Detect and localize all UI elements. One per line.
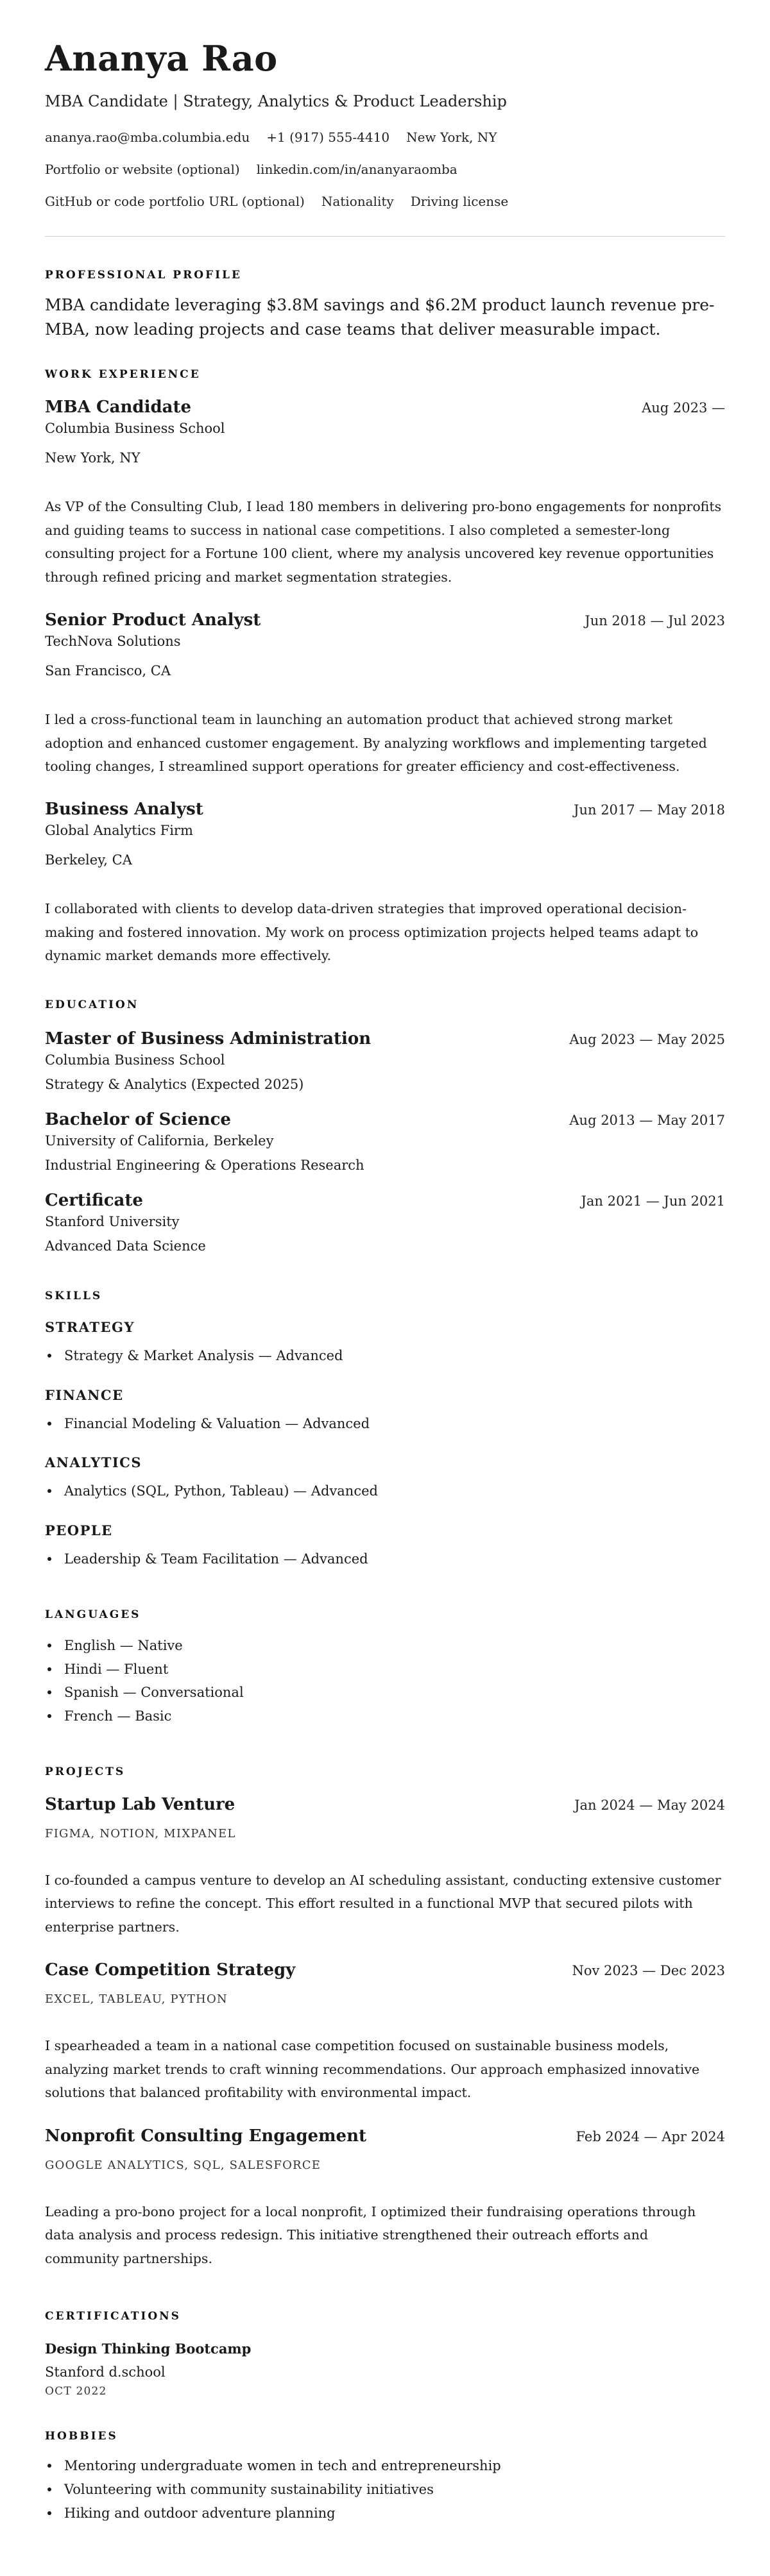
- project-entry: [45, 1795, 725, 1939]
- job-dates: Aug 2023 —: [642, 400, 725, 416]
- profile-summary: MBA candidate leveraging $3.8M savings and $6.2M product launch revenue pre-MBA, now leading projects and case teams that deliver measurable impact.: [45, 296, 715, 339]
- project-description: I co-founded a campus venture to develop an AI scheduling assistant, conducting extensive customer interviews to refine the concept. This effort resulted in a functional MVP that secured pilots with enterprise partners.: [45, 1872, 721, 1935]
- job-role: MBA Candidate: [45, 398, 192, 417]
- skills-block: [45, 1319, 725, 1571]
- degree-title: Master of Business Administration: [45, 1029, 372, 1048]
- project-description: I spearheaded a team in a national case competition focused on sustainable business models, analyzing market trends to craft winning recommendations. Our approach emphasized innovative solutions that balanced profitability with environmental impact.: [45, 2038, 700, 2101]
- project-tools: EXCEL, TABLEAU, PYTHON: [45, 1992, 228, 2007]
- skill-category: PEOPLE: [45, 1522, 113, 1539]
- education-detail: Advanced Data Science: [45, 1238, 206, 1254]
- phone-number[interactable]: +1 (917) 555-4410: [266, 130, 390, 146]
- section-title-experience: WORK EXPERIENCE: [45, 368, 201, 382]
- portfolio-link[interactable]: Portfolio or website (optional): [45, 162, 240, 178]
- education-dates: Aug 2013 — May 2017: [569, 1112, 725, 1128]
- section-title-skills: SKILLS: [45, 1289, 103, 1302]
- job-role: Business Analyst: [45, 800, 203, 820]
- job-description: I collaborated with clients to develop data-driven strategies that improved operational decision-making and fostered innovation. My work on process optimization projects helped teams adapt to dynamic market demands more effectively.: [45, 901, 699, 964]
- hobby-item: Mentoring undergraduate women in tech and entrepreneurship: [45, 2454, 725, 2478]
- degree-title: Certificate: [45, 1190, 143, 1210]
- hobby-item: Volunteering with community sustainability initiatives: [45, 2478, 725, 2502]
- skill-list: [45, 1479, 725, 1503]
- contact-row-links: [45, 162, 725, 177]
- skill-list: [45, 1547, 725, 1571]
- language-item: English — Native: [45, 1634, 725, 1658]
- job-location: Berkeley, CA: [45, 852, 132, 868]
- project-entry: [45, 1960, 725, 2104]
- hobby-item: Hiking and outdoor adventure planning: [45, 2502, 725, 2525]
- degree-title: Bachelor of Science: [45, 1109, 231, 1129]
- school-name: Columbia Business School: [45, 1052, 225, 1068]
- education-dates: Jan 2021 — Jun 2021: [581, 1193, 725, 1209]
- language-item: Hindi — Fluent: [45, 1658, 725, 1681]
- job-location: San Francisco, CA: [45, 663, 171, 679]
- job-location: New York, NY: [45, 450, 141, 466]
- project-dates: Jan 2024 — May 2024: [574, 1797, 725, 1813]
- skill-category: STRATEGY: [45, 1318, 135, 1335]
- education-detail: Strategy & Analytics (Expected 2025): [45, 1076, 304, 1092]
- project-tools: GOOGLE ANALYTICS, SQL, SALESFORCE: [45, 2158, 321, 2172]
- certification-entry: [45, 2341, 725, 2398]
- education-entry: [45, 1110, 725, 1173]
- section-title-languages: LANGUAGES: [45, 1608, 141, 1621]
- certification-name: Design Thinking Bootcamp: [45, 2341, 252, 2357]
- job-dates: Jun 2018 — Jul 2023: [585, 613, 725, 629]
- project-name: Startup Lab Venture: [45, 1794, 235, 1814]
- language-list: [45, 1634, 725, 1728]
- skill-list: [45, 1412, 725, 1436]
- section-title-projects: PROJECTS: [45, 1765, 126, 1778]
- education-entry: [45, 1191, 725, 1254]
- job-organization: Columbia Business School: [45, 421, 225, 437]
- education-detail: Industrial Engineering & Operations Research: [45, 1157, 364, 1173]
- contact-row-primary: [45, 130, 725, 145]
- job-description: As VP of the Consulting Club, I lead 180 members in delivering pro-bono engagements for nonprofits and guiding teams to success in national case competitions. I also completed a semester-long consulting project for a Fortune 100 client, where my analysis uncovered key revenue opportunities through refined pricing and market segmentation strategies.: [45, 499, 722, 585]
- linkedin-link[interactable]: linkedin.com/in/ananyaraomba: [256, 162, 458, 178]
- section-title-profile: PROFESSIONAL PROFILE: [45, 269, 242, 282]
- experience-entry: [45, 610, 725, 778]
- candidate-name: Ananya Rao: [45, 38, 278, 79]
- hobby-list: [45, 2454, 725, 2525]
- certification-date: OCT 2022: [45, 2385, 107, 2398]
- section-title-hobbies: HOBBIES: [45, 2430, 118, 2443]
- job-dates: Jun 2017 — May 2018: [574, 802, 725, 818]
- language-item: French — Basic: [45, 1705, 725, 1728]
- location-text: New York, NY: [406, 130, 497, 146]
- project-description: Leading a pro-bono project for a local nonprofit, I optimized their fundraising operations through data analysis and process redesign. This initiative strengthened their outreach efforts and community partnerships.: [45, 2203, 696, 2266]
- project-entry: [45, 2126, 725, 2270]
- project-tools: FIGMA, NOTION, MIXPANEL: [45, 1826, 236, 1840]
- nationality-text: Nationality: [321, 194, 394, 210]
- project-name: Case Competition Strategy: [45, 1960, 296, 1980]
- section-title-education: EDUCATION: [45, 998, 139, 1011]
- job-role: Senior Product Analyst: [45, 610, 261, 630]
- school-name: University of California, Berkeley: [45, 1132, 274, 1149]
- skill-category: FINANCE: [45, 1386, 124, 1403]
- driving-license-text: Driving license: [410, 194, 509, 210]
- project-dates: Feb 2024 — Apr 2024: [576, 2128, 725, 2144]
- skill-list: [45, 1344, 725, 1368]
- education-dates: Aug 2023 — May 2025: [569, 1031, 725, 1047]
- education-entry: [45, 1029, 725, 1092]
- skill-item: Leadership & Team Facilitation — Advanced: [45, 1547, 725, 1571]
- experience-entry: [45, 800, 725, 967]
- project-dates: Nov 2023 — Dec 2023: [572, 1963, 725, 1979]
- skill-item: Analytics (SQL, Python, Tableau) — Advanced: [45, 1479, 725, 1503]
- job-description: I led a cross-functional team in launching an automation product that achieved strong market adoption and enhanced customer engagement. By analyzing workflows and implementing targeted tooling changes, I streamlined support operations for greater efficiency and cost-effectiveness.: [45, 712, 707, 774]
- experience-entry: [45, 398, 725, 589]
- candidate-tagline: MBA Candidate | Strategy, Analytics & Product Leadership: [45, 92, 507, 111]
- header-divider: [45, 236, 725, 237]
- job-organization: TechNova Solutions: [45, 634, 181, 650]
- job-organization: Global Analytics Firm: [45, 823, 193, 839]
- project-name: Nonprofit Consulting Engagement: [45, 2126, 367, 2146]
- section-title-certifications: CERTIFICATIONS: [45, 2310, 181, 2323]
- github-link[interactable]: GitHub or code portfolio URL (optional): [45, 194, 305, 210]
- skill-item: Financial Modeling & Valuation — Advanced: [45, 1412, 725, 1436]
- skill-item: Strategy & Market Analysis — Advanced: [45, 1344, 725, 1368]
- email-link[interactable]: ananya.rao@mba.columbia.edu: [45, 130, 250, 146]
- skill-category: ANALYTICS: [45, 1454, 142, 1471]
- contact-row-extra: [45, 194, 725, 209]
- school-name: Stanford University: [45, 1213, 180, 1229]
- language-item: Spanish — Conversational: [45, 1681, 725, 1705]
- certification-issuer: Stanford d.school: [45, 2364, 166, 2380]
